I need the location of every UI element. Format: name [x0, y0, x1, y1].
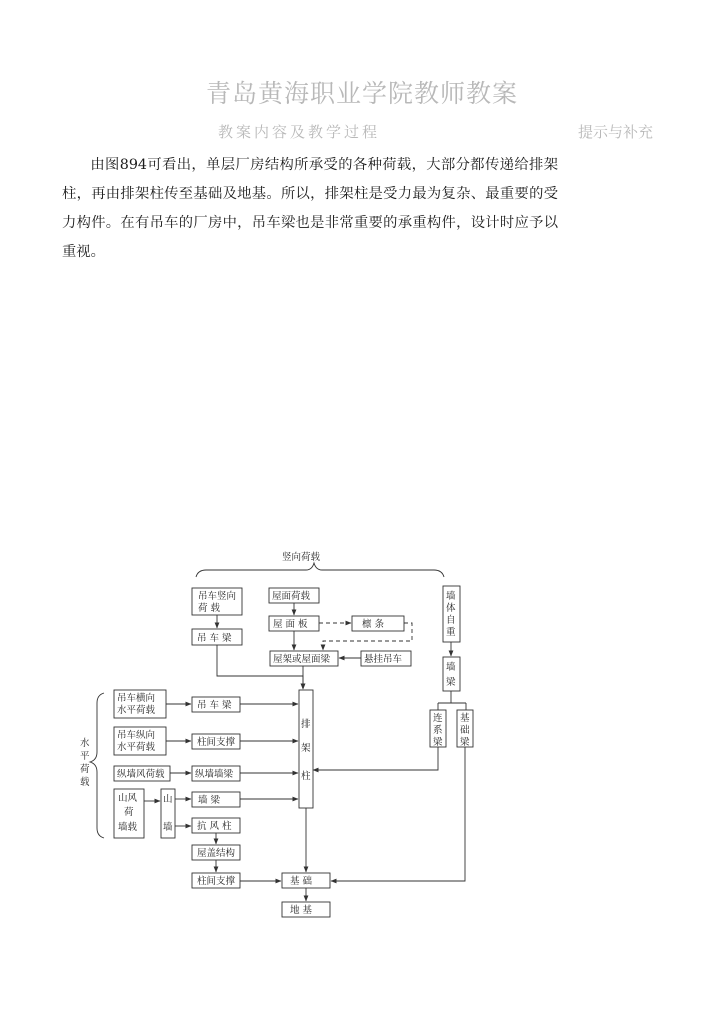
- svg-text:屋盖结构: 屋盖结构: [197, 848, 236, 859]
- svg-text:山风: 山风: [118, 793, 138, 804]
- svg-text:屋面荷载: 屋面荷载: [272, 591, 311, 602]
- horizontal-load-bracket: [90, 693, 104, 838]
- svg-text:荷 载: 荷 载: [198, 603, 221, 614]
- svg-text:水: 水: [80, 738, 90, 749]
- horizontal-load-label: [80, 737, 90, 788]
- svg-text:自: 自: [446, 615, 456, 626]
- svg-text:梁: 梁: [433, 737, 443, 748]
- svg-text:体: 体: [446, 603, 456, 614]
- svg-text:山: 山: [163, 794, 173, 805]
- svg-text:柱间支撑: 柱间支撑: [197, 737, 236, 748]
- svg-text:荷: 荷: [80, 764, 90, 775]
- svg-text:架: 架: [301, 743, 311, 754]
- section-subtitle: 教案内容及教学过程: [218, 123, 381, 141]
- svg-text:荷: 荷: [124, 807, 134, 818]
- side-note-heading: 提示与补充: [578, 123, 654, 141]
- svg-text:吊车竖向: 吊车竖向: [198, 591, 237, 602]
- svg-text:墙 梁: 墙 梁: [198, 795, 221, 806]
- svg-text:柱间支撑: 柱间支撑: [197, 876, 236, 887]
- svg-text:吊 车 梁: 吊 车 梁: [197, 633, 232, 644]
- svg-text:系: 系: [433, 725, 443, 736]
- svg-text:墙: 墙: [446, 662, 456, 673]
- svg-text:墙载: 墙载: [118, 822, 138, 833]
- arrow: [313, 747, 438, 770]
- svg-text:悬挂吊车: 悬挂吊车: [364, 654, 403, 665]
- svg-text:重: 重: [446, 627, 456, 638]
- svg-text:吊车纵向: 吊车纵向: [117, 730, 156, 741]
- connector: [438, 691, 466, 710]
- svg-text:墙: 墙: [163, 822, 173, 833]
- svg-text:吊车横向: 吊车横向: [117, 693, 156, 704]
- body-paragraph-text: 由图894可看出，单层厂房结构所承受的各种荷载，大部分都传递给排架柱，再由排架柱传至基础及地基。所以，排架柱是受力最为复杂、最重要的受力构件。在有吊车的厂房中，吊车梁也是非常重要的承重构件，设计时应予以重视。: [62, 157, 558, 260]
- svg-text:墙: 墙: [446, 591, 456, 602]
- page-title: 青岛黄海职业学院教师教案: [205, 79, 518, 108]
- vertical-load-bracket: [196, 563, 444, 577]
- svg-text:平: 平: [80, 751, 90, 762]
- svg-text:连: 连: [433, 713, 443, 724]
- svg-text:檩 条: 檩 条: [362, 619, 385, 630]
- svg-text:梁: 梁: [460, 737, 470, 748]
- svg-text:载: 载: [80, 777, 90, 788]
- svg-text:础: 础: [460, 725, 470, 736]
- arrow: [331, 747, 465, 881]
- svg-text:纵墙风荷载: 纵墙风荷载: [117, 769, 165, 780]
- vertical-load-label: 竖向荷载: [282, 552, 321, 563]
- svg-text:吊 车 梁: 吊 车 梁: [197, 700, 232, 711]
- svg-text:纵墙墙梁: 纵墙墙梁: [195, 769, 234, 780]
- svg-text:基: 基: [460, 713, 470, 724]
- svg-text:地 基: 地 基: [290, 905, 313, 916]
- svg-text:屋 面 板: 屋 面 板: [273, 619, 308, 630]
- svg-text:抗 风 柱: 抗 风 柱: [197, 821, 232, 832]
- svg-text:排: 排: [301, 719, 311, 730]
- svg-text:屋架或屋面梁: 屋架或屋面梁: [273, 654, 331, 665]
- svg-text:梁: 梁: [446, 677, 456, 688]
- svg-text:基 础: 基 础: [290, 876, 313, 887]
- svg-text:水平荷载: 水平荷载: [117, 705, 156, 716]
- svg-text:柱: 柱: [301, 771, 311, 782]
- svg-text:水平荷载: 水平荷载: [117, 742, 156, 753]
